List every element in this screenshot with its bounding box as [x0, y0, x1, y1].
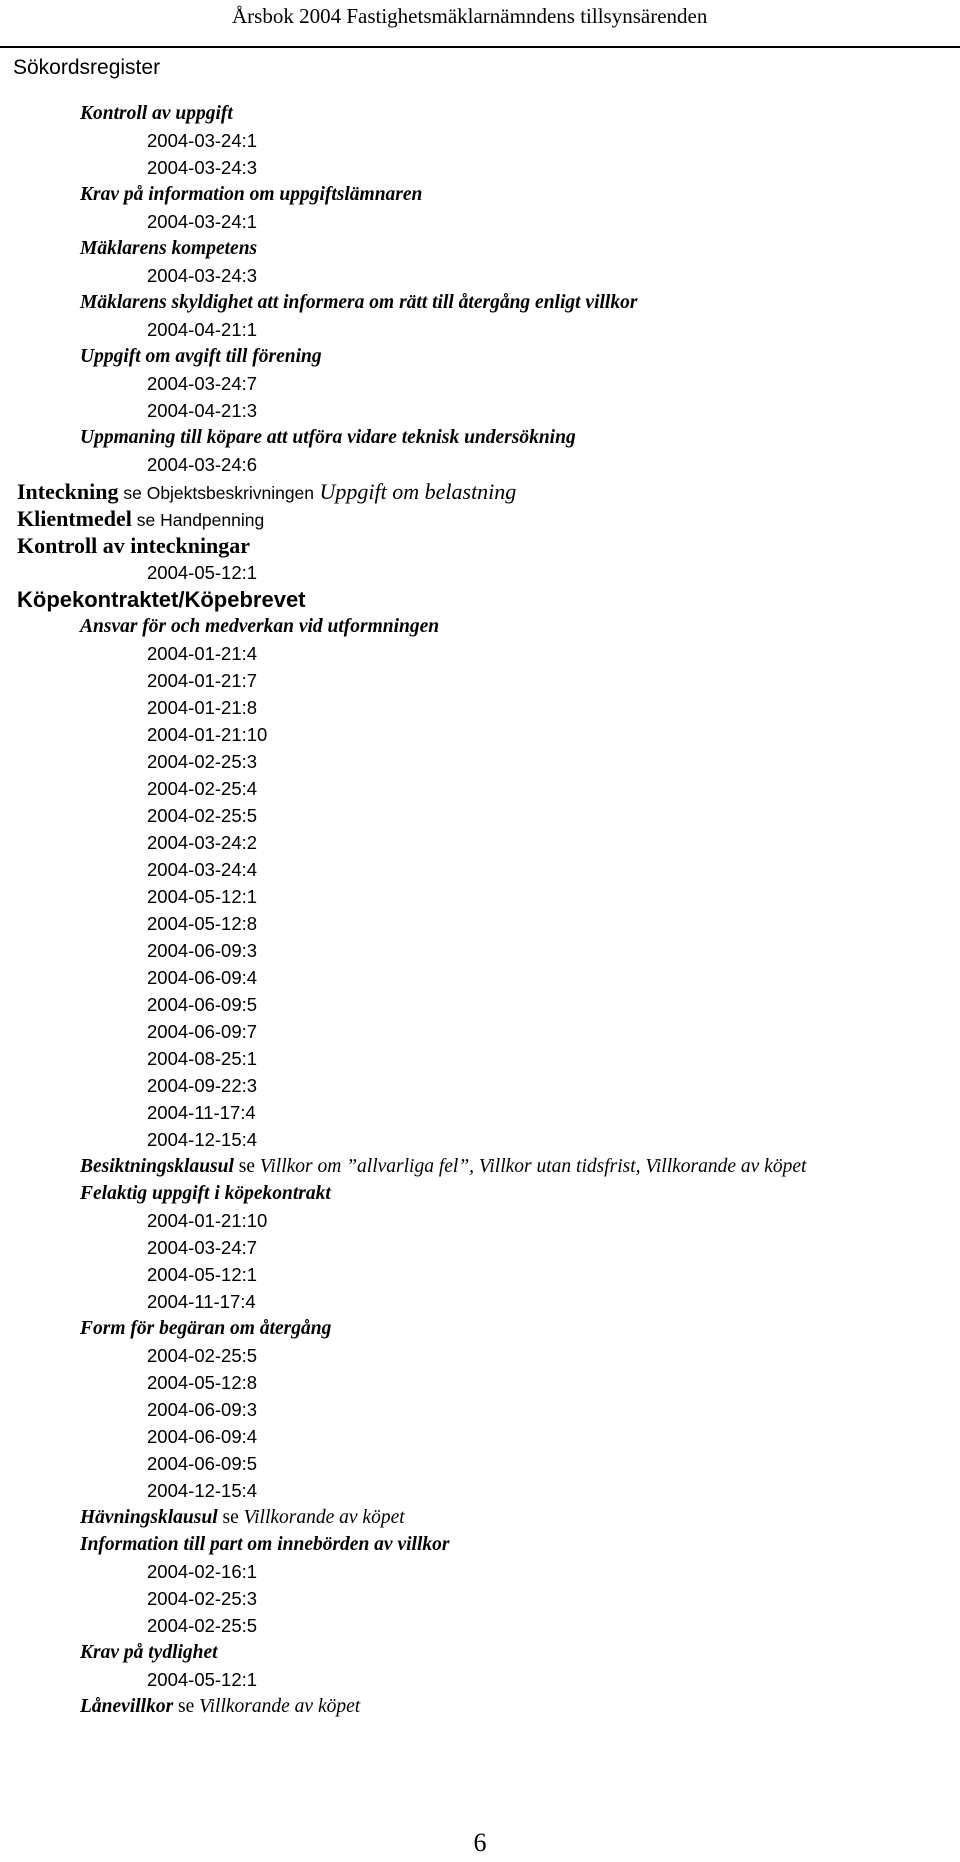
index-reference: [147, 1450, 257, 1477]
index-text: Objektsbeskrivningen: [146, 483, 315, 503]
index-subentry: [80, 1504, 405, 1531]
index-text: Information till part om innebörden av villkor: [80, 1534, 450, 1555]
index-text: 2004-05-12:1: [147, 1264, 258, 1285]
index-text: Lånevillkor: [80, 1696, 174, 1717]
index-reference: [147, 316, 257, 343]
index-text: 2004-05-12:8: [147, 1372, 258, 1393]
index-reference: [147, 1477, 257, 1504]
index-text: Villkor om ”allvarliga fel”, Villkor utan tidsfrist, Villkorande av köpet: [259, 1156, 807, 1177]
section-label: Sökordsregister: [13, 56, 161, 79]
index-text: 2004-02-25:5: [147, 1345, 258, 1366]
index-text: Felaktig uppgift i köpekontrakt: [80, 1183, 331, 1204]
index-text: 2004-03-24:3: [147, 157, 258, 178]
index-reference: [147, 1342, 257, 1369]
index-reference: [147, 775, 257, 802]
index-subentry: [80, 1531, 449, 1558]
index-text: 2004-03-24:6: [147, 454, 258, 475]
index-text: 2004-01-21:10: [147, 1210, 268, 1231]
index-entry: [17, 532, 250, 559]
index-text: Krav på tydlighet: [80, 1642, 218, 1663]
index-text: Mäklarens skyldighet att informera om rätt till återgång enligt villkor: [80, 292, 638, 313]
index-subentry: [80, 181, 422, 208]
index-reference: [147, 667, 257, 694]
index-text: 2004-11-17:4: [147, 1102, 256, 1123]
index-text: 2004-06-09:3: [147, 1399, 258, 1420]
index-reference: [147, 1666, 257, 1693]
index-subentry: [80, 1153, 806, 1180]
index-reference: [147, 1099, 256, 1126]
index-text: Klientmedel: [17, 506, 132, 531]
index-text: 2004-02-25:5: [147, 1615, 258, 1636]
index-reference: [147, 991, 257, 1018]
index-text: se: [233, 1156, 260, 1177]
index-text: 2004-08-25:1: [147, 1048, 258, 1069]
index-text: se: [217, 1507, 244, 1528]
index-text: Mäklarens kompetens: [80, 238, 258, 259]
index-reference: [147, 262, 257, 289]
index-text: Villkorande av köpet: [199, 1696, 361, 1717]
index-subentry: [80, 343, 322, 370]
index-text: Köpekontraktet/Köpebrevet: [17, 587, 306, 612]
index-text: se: [173, 1696, 200, 1717]
index-text: Handpenning: [160, 510, 265, 530]
index-reference: [147, 559, 257, 586]
index-subentry: [80, 1180, 331, 1207]
index-text: Hävningsklausul: [80, 1507, 218, 1528]
index-reference: [147, 829, 257, 856]
index-text: Krav på information om uppgiftslämnaren: [80, 184, 423, 205]
index-subentry: [80, 289, 637, 316]
index-text: 2004-06-09:4: [147, 967, 258, 988]
index-text: 2004-05-12:1: [147, 562, 258, 583]
index-reference: [147, 1072, 257, 1099]
index-text: 2004-02-25:3: [147, 1588, 258, 1609]
index-text: 2004-01-21:8: [147, 697, 258, 718]
index-entry: [17, 505, 264, 532]
index-reference: [147, 208, 257, 235]
index-text: 2004-04-21:3: [147, 400, 258, 421]
index-reference: [147, 694, 257, 721]
index-text: Uppgift om belastning: [314, 479, 517, 504]
index-text: Kontroll av inteckningar: [17, 533, 251, 558]
index-subentry: [80, 424, 576, 451]
index-reference: [147, 640, 257, 667]
index-text: 2004-03-24:1: [147, 130, 258, 151]
index-text: Uppmaning till köpare att utföra vidare teknisk undersökning: [80, 427, 576, 448]
index-reference: [147, 1126, 257, 1153]
index-text: 2004-03-24:4: [147, 859, 258, 880]
index-subentry: [80, 235, 257, 262]
index-reference: [147, 154, 257, 181]
index-text: 2004-03-24:7: [147, 1237, 258, 1258]
index-text: se: [131, 510, 161, 530]
index-text: Villkorande av köpet: [243, 1507, 405, 1528]
index-reference: [147, 748, 257, 775]
index-reference: [147, 1018, 257, 1045]
index-reference: [147, 856, 257, 883]
index-entry: [17, 586, 306, 613]
index-entry: [17, 478, 516, 505]
index-text: 2004-06-09:5: [147, 994, 258, 1015]
index-reference: [147, 1423, 257, 1450]
index-text: 2004-01-21:10: [147, 724, 268, 745]
running-header-title: Årsbok 2004 Fastighetsmäklarnämndens tillsynsärenden: [232, 4, 708, 28]
index-text: 2004-03-24:2: [147, 832, 258, 853]
index-text: se: [118, 483, 147, 503]
index-subentry: [80, 1639, 218, 1666]
index-text: Form för begäran om återgång: [80, 1318, 332, 1339]
index-text: 2004-05-12:1: [147, 886, 258, 907]
index-reference: [147, 451, 257, 478]
index-reference: [147, 127, 257, 154]
index-reference: [147, 937, 257, 964]
index-reference: [147, 1369, 257, 1396]
index-reference: [147, 1234, 257, 1261]
index-reference: [147, 1207, 267, 1234]
index-text: 2004-09-22:3: [147, 1075, 258, 1096]
index-text: Uppgift om avgift till förening: [80, 346, 322, 367]
index-reference: [147, 883, 257, 910]
index-reference: [147, 1396, 257, 1423]
index-text: 2004-06-09:3: [147, 940, 258, 961]
index-reference: [147, 802, 257, 829]
index-text: 2004-02-25:3: [147, 751, 258, 772]
index-text: 2004-06-09:7: [147, 1021, 258, 1042]
index-reference: [147, 964, 257, 991]
index-subentry: [80, 100, 233, 127]
index-text: 2004-01-21:4: [147, 643, 258, 664]
index-text: 2004-12-15:4: [147, 1129, 258, 1150]
index-reference: [147, 370, 257, 397]
index-text: 2004-05-12:8: [147, 913, 258, 934]
index-text: 2004-12-15:4: [147, 1480, 258, 1501]
index-reference: [147, 910, 257, 937]
index-text: 2004-05-12:1: [147, 1669, 258, 1690]
index-reference: [147, 1558, 257, 1585]
index-subentry: [80, 1315, 331, 1342]
index-subentry: [80, 1693, 360, 1720]
index-text: Besiktningsklausul: [80, 1156, 234, 1177]
index-text: 2004-02-25:5: [147, 805, 258, 826]
index-text: 2004-02-25:4: [147, 778, 258, 799]
header-rule: [0, 46, 960, 48]
index-text: Inteckning: [17, 479, 119, 504]
index-text: Kontroll av uppgift: [80, 103, 233, 124]
index-text: 2004-03-24:7: [147, 373, 258, 394]
index-text: 2004-06-09:4: [147, 1426, 258, 1447]
index-reference: [147, 721, 267, 748]
index-text: 2004-11-17:4: [147, 1291, 256, 1312]
index-reference: [147, 1612, 257, 1639]
index-subentry: [80, 613, 439, 640]
index-text: 2004-01-21:7: [147, 670, 258, 691]
index-reference: [147, 1261, 257, 1288]
index-reference: [147, 397, 257, 424]
index-reference: [147, 1585, 257, 1612]
index-text: 2004-06-09:5: [147, 1453, 258, 1474]
index-text: 2004-03-24:3: [147, 265, 258, 286]
index-text: Ansvar för och medverkan vid utformningen: [80, 616, 440, 637]
index-reference: [147, 1045, 257, 1072]
index-text: 2004-02-16:1: [147, 1561, 258, 1582]
index-text: 2004-03-24:1: [147, 211, 258, 232]
index-reference: [147, 1288, 256, 1315]
page-number: 6: [473, 1828, 487, 1857]
index-text: 2004-04-21:1: [147, 319, 258, 340]
